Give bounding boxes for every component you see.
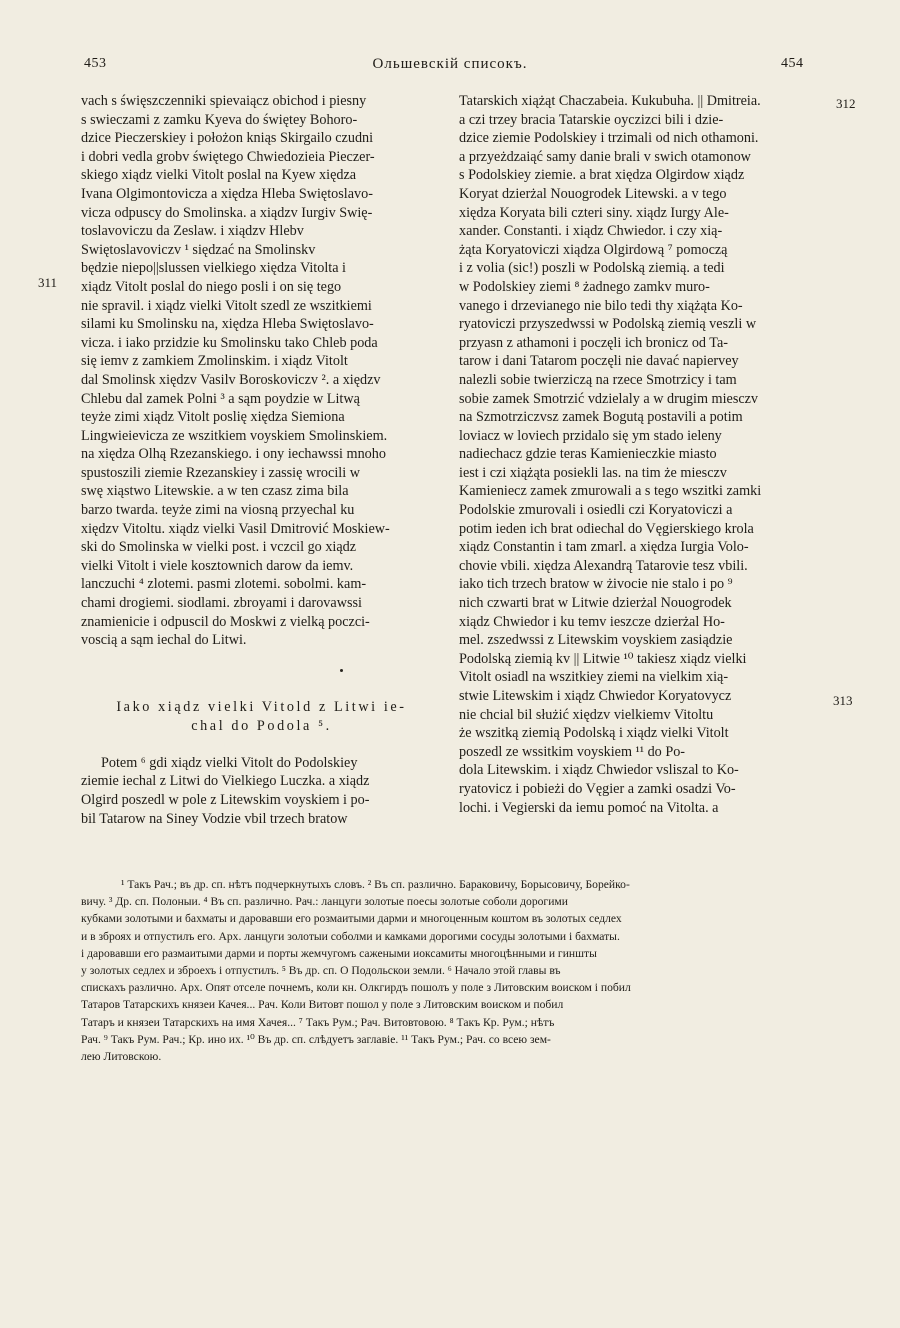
text-line: Kamieniecz zamek zmurowali a s tego wszitki zamki	[459, 483, 762, 500]
text-line: iest i czi xiążąta posiekli las. na tim że miesczv	[459, 464, 727, 481]
text-line: Olgird poszedl w pole z Litewskim voyskiem i po-	[81, 792, 370, 808]
text-line: dal Smolinsk xiędzv Vasilv Boroskoviczv ². a xiędzv	[81, 371, 381, 388]
text-line: Lingwieievicza ze wszitkiem voyskiem Smolinskiem.	[81, 427, 388, 444]
text-line: poszedl ze wssitkim voyskiem ¹¹ do Po-	[459, 743, 686, 760]
text-line: teyże zimi xiądz Vitolt poslię xiędza Siemiona	[81, 409, 345, 426]
text-line: xiądz Constantin i tam zmarl. a xiędza Iurgia Volo-	[459, 539, 749, 556]
text-line: a czi trzey bracia Tatarskie oyczizci bili i dzie-	[459, 111, 724, 128]
text-line: nie chcial bil służić xiędzv vielkiemv Vitoltu	[459, 706, 714, 723]
text-line: iako tich trzech bratow w żivocie nie stalo i po ⁹	[459, 576, 733, 593]
footnote-line: Татаръ и князеи Татарскихъ на имя Хачея... ⁷ Такъ Рум.; Рач. Витовтовою. ⁸ Такъ Кр. Рум.; нѣтъ	[81, 1015, 555, 1029]
text-line: przyasn z athamoni i poczęli ich bronicz od Ta-	[459, 334, 728, 351]
text-line: nie spravil. i xiądz vielki Vitolt szedl ze wszitkiemi	[81, 297, 372, 314]
heading-line: chal do Podola ⁵.	[191, 717, 332, 734]
text-line: xiądz Vitolt poslal do niego posli i on się tego	[81, 278, 342, 295]
text-line: Ivana Olgimontovicza a xiędza Hleba Swiętoslavo-	[81, 185, 373, 202]
running-title: Ольшевскій списокъ.	[372, 56, 528, 72]
footnote-line: ¹ Такъ Рач.; въ др. сп. нѣтъ подчеркнутыхъ словъ. ² Въ сп. различно. Бараковичу, Борысовичу, Борейко-	[121, 878, 630, 891]
left-text-column	[81, 92, 442, 828]
margin-number: 312	[836, 96, 856, 111]
text-line: lochi. i Vegierski da iemu pomoć na Vitolta. a	[459, 799, 719, 816]
text-line: że wszitką ziemią Podolską i xiądz vielki Vitolt	[459, 725, 729, 742]
text-line: vicza. i iako przidzie ku Smolinsku tako Chleb poda	[81, 334, 378, 351]
text-line: nich czwarti brat w Litwie dzierżal Nouogrodek	[459, 595, 732, 612]
footnote-line: Рач. ⁹ Такъ Рум. Рач.; Кр. ино их. ¹⁰ Въ др. сп. слѣдуетъ заглавіе. ¹¹ Такъ Рум.; Рач. со всею зем-	[81, 1032, 551, 1046]
footnote-line: лею Литовскою.	[81, 1050, 162, 1064]
text-line: na xiędza Olhą Rzezanskiego. i ony iechawssi mnoho	[81, 446, 386, 463]
text-line: Potem ⁶ gdi xiądz vielki Vitolt do Podolskiey	[101, 754, 358, 771]
text-line: będzie niepo||slussen vielkiego xiędza Vitolta i	[81, 260, 346, 277]
text-line: Chlebu dal zamek Polni ³ a sąm poydzie w Litwą	[81, 390, 360, 407]
text-line: vanego i drzevianego nie bilo tedi thy xiążąta Ko-	[459, 297, 743, 314]
paragraph	[459, 92, 820, 817]
text-line: Swiętoslavoviczv ¹ siędzać na Smolinskv	[81, 241, 316, 258]
text-line: a przyeżdzaiąć samy danie brali v swich otamonow	[459, 148, 751, 165]
text-line: vach s święszczenniki spievaiącz obichod i piesny	[81, 93, 367, 109]
text-line: ski do Smolinska w vielki post. i vczcil go xiądz	[81, 539, 357, 556]
text-line: i dobri vedla grobv świętego Chwiedozieia Pieczer-	[81, 148, 375, 165]
text-line: ryatoviczi przyszedwssi w Podolską ziemią veszli w	[459, 316, 757, 333]
text-line: chovie vbili. xiędza Alexandrą Tatarovie tesz vbili.	[459, 557, 748, 574]
text-line: Tatarskich xiążąt Chaczabeia. Kukubuha. || Dmitreia.	[459, 93, 761, 109]
text-line: stwie Litewskim i xiądz Chwiedor Koryatovycz	[459, 688, 732, 704]
text-line: xiędzv Vitoltu. xiądz vielki Vasil Dmitrović Moskiew-	[81, 520, 390, 537]
text-line: Podolskie zmurovali i osiedli czi Koryatoviczi a	[459, 502, 733, 519]
text-line: xiądz Chwiedor i ku temv ieszcze dzierżal Ho-	[459, 613, 725, 630]
heading-line: Iako xiądz vielki Vitold z Litwi ie-	[116, 698, 407, 715]
text-line: tarow i dani Tatarom poczęli nie davać napiervey	[459, 353, 739, 370]
text-line: dola Litewskim. i xiądz Chwiedor vsliszal to Ko-	[459, 762, 739, 779]
footnote-line: вичу. ³ Др. сп. Полоныи. ⁴ Въ сп. различно. Рач.: ланцуги золотые поесы золотые соболи дорогими	[81, 895, 568, 909]
text-line: vicza odpuscy do Smolinska. a xiądzv Iurgiv Swię-	[81, 204, 373, 221]
text-line: i z volia (sic!) poszli w Podolską ziemią. a tedi	[459, 260, 725, 277]
paragraph	[81, 754, 442, 828]
text-line: bil Tatarow na Siney Vodzie vbil trzech bratow	[81, 810, 348, 827]
footnotes	[81, 876, 821, 1065]
margin-number: 311	[38, 275, 58, 290]
text-line: lanczuchi ⁴ zlotemi. pasmi zlotemi. sobolmi. kam-	[81, 576, 367, 593]
text-line: s swieczami z zamku Kyeva do świętey Bohoro-	[81, 111, 358, 128]
text-line: potim ieden ich brat odiechal do Vęgierskiego krola	[459, 520, 754, 537]
footnote-line: и в зброях и отпустилъ его. Арх. ланцуги золотыи соболми и камками дорогими сосуды золотыми і бахматы.	[81, 929, 620, 943]
text-line: żąta Koryatoviczi xiądza Olgirdową ⁷ pomoczą	[459, 241, 728, 258]
ink-speck	[340, 669, 343, 672]
text-line: nalezli sobie twierziczą na rzece Smotrzicy i tam	[459, 371, 737, 388]
text-line: dzice Pieczerskiey i położon kniąs Skirgailo czudni	[81, 130, 374, 147]
text-line: ryatovicz i pobieżi do Vęgier a zamki osadzi Vo-	[459, 780, 736, 797]
text-line: Koryat dzierżal Nouogrodek Litewski. a v tego	[459, 185, 727, 202]
page-number-right: 454	[781, 56, 804, 71]
text-line: silami ku Smolinsku na, xiędza Hleba Swiętoslavo-	[81, 316, 374, 333]
text-line: ziemie iechal z Litwi do Vielkiego Luczka. a xiądz	[81, 773, 370, 790]
text-line: nadiechacz gdzie teras Kamienieczkie miasto	[459, 446, 717, 463]
text-line: Vitolt osiadl na wszitkiey ziemi na vielkim xią-	[459, 669, 729, 686]
text-line: skiego xiądz vielki Vitolt poslal na Kyew xiędza	[81, 167, 357, 184]
text-line: loviacz w loviech przidalo się ym stado ieleny	[459, 427, 722, 444]
text-line: dzice ziemie Podolskiey i trzimali od nich othamoni.	[459, 130, 759, 147]
text-line: s Podolskiey ziemie. a brat xiędza Olgirdow xiądz	[459, 167, 745, 184]
page-number-left: 453	[84, 56, 107, 71]
footnote-line: спискахъ различно. Арх. Опят отселе почнемъ, коли кн. Олкгирдъ пошолъ у поле з Литовским воиском і побил	[81, 981, 631, 995]
text-line: znamienicie i odpuscil do Moskwi z vielką poczci-	[81, 613, 370, 630]
text-line: toslavoviczu da Zeslaw. i xiądzv Hlebv	[81, 223, 304, 240]
text-line: vielki Vitolt i viele kosztownich darow da iemv.	[81, 557, 354, 574]
text-line: voscią a sąm iechal do Litwi.	[81, 632, 247, 649]
paragraph	[81, 92, 442, 650]
footnote-line: і даровавши его размаитыми дарми и порты жемчугомъ сажеными иоксамиты многоцѣнными и гиншты	[81, 946, 597, 960]
text-line: xiędza Koryata bili czteri siny. xiądz Iurgy Ale-	[459, 204, 729, 221]
text-line: swę xiąstwo Litewskie. a w ten czasz zima bila	[81, 483, 349, 500]
chapter-heading	[81, 698, 442, 736]
footnote-line: у золотых седлех и зброехъ і отпустилъ. ⁵ Въ др. сп. О Подольскои земли. ⁶ Начало этой главы въ	[81, 964, 561, 978]
text-line: w Podolskiey ziemi ⁸ żadnego zamkv muro-	[459, 278, 710, 295]
footnote-line: Татаров Татарскихъ князеи Качея... Рач. Коли Витовт пошол у поле з Литовским воиском и побил	[81, 998, 564, 1012]
text-line: się iemv z zamkiem Zmolinskim. i xiądz Vitolt	[81, 353, 348, 370]
right-text-column	[459, 92, 820, 817]
margin-number: 313	[833, 693, 853, 708]
footnote-line: кубками золотыми и бахматы и даровавши его розмаитыми дарми и многоценным коштом въ золотых седлех	[81, 912, 622, 926]
text-line: barzo twarda. teyże zimi na viosną przyechal ku	[81, 502, 355, 519]
text-line: na Szmotrziczvsz zamek Bogutą postavili a potim	[459, 409, 743, 426]
text-line: chami drogiemi. siodlami. zbroyami i darovawssi	[81, 595, 362, 612]
text-line: sobie zamek Smotrzić vdzielaly a w drugim miesczv	[459, 390, 759, 407]
text-line: mel. zszedwssi z Litewskim voyskiem zasiądzie	[459, 632, 733, 649]
text-line: Podolską ziemią kv || Litwie ¹⁰ takiesz xiądz vielki	[459, 650, 747, 667]
text-line: spustoszili ziemie Rzezanskiey i zassię wrocili w	[81, 464, 360, 481]
text-line: xander. Constanti. i xiądz Chwiedor. i czy xią-	[459, 223, 723, 240]
